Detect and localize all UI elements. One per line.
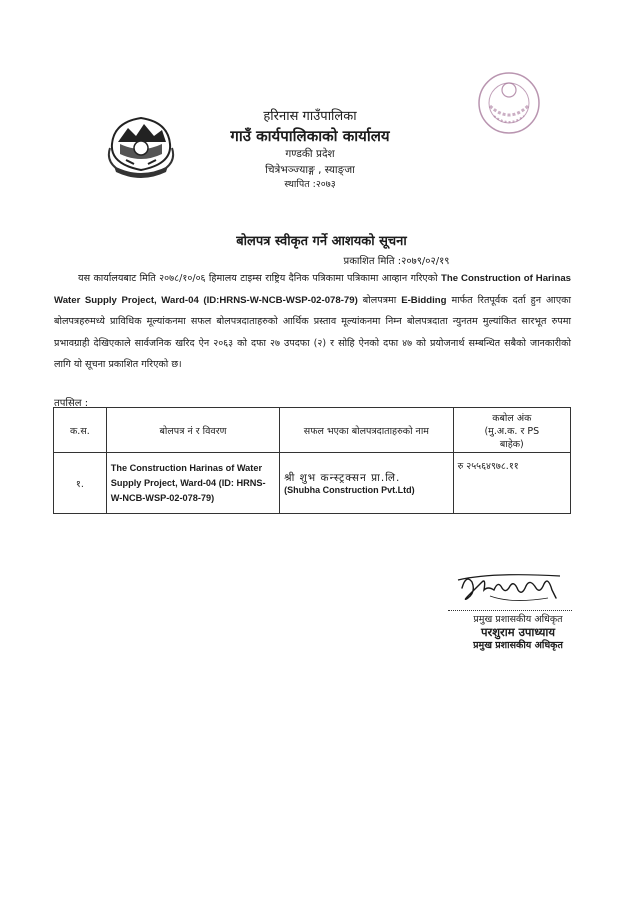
header-amount-line2: (मु.अ.क. र PS (484, 425, 540, 437)
bid-table (53, 407, 571, 514)
bidder-name-nepali: श्री शुभ कन्स्ट्रक्सन प्रा.लि. (284, 472, 401, 484)
details-label: तपसिल : (54, 398, 89, 409)
header-amount (453, 408, 570, 453)
body-text-3: मार्फत रितपूर्वक दर्ता हुन आएका बोलपत्रहरुमध्ये प्राविधिक मूल्यांकनमा सफल बोलपत्रदाताहरुको आर्थिक प्रस्ताव मूल्यांकनमा निम्न बोलपत्रदाता न्युनतम मुल्यांकित सारभूत रुपमा प्रभावग्राही देखिएकाले सार्वजनिक खरिद ऐन २०६३ को दफा २७ उपदफा (२) र सोहि ऐनको दफा ४७ को प्रयोजनार्थ सम्बन्धित सबैको जानकारीको लागि यो सूचना प्रकाशित गरिएको छ। (54, 294, 571, 370)
ebidding-term: E-Bidding (401, 294, 447, 306)
published-date: प्रकाशित मिति :२०७९/०२/१९ (343, 256, 450, 267)
header-amount-line3: बाहेक) (499, 438, 524, 450)
nepal-emblem-icon (104, 114, 178, 180)
header-sn: क.स. (54, 408, 107, 453)
municipality-name: हरिनास गाउँपालिका (263, 109, 357, 124)
project-reference: The Construction of Harinas Water Supply Project, Ward-04 (ID:HRNS-W-NCB-WSP-02-078-79) (54, 273, 571, 306)
row-amount: रु २५५६४९७८.११ (453, 453, 570, 514)
signature-icon (452, 568, 572, 608)
row-bidder (280, 453, 453, 514)
bidder-name-english: (Shubha Construction Pvt.Ltd) (284, 485, 415, 495)
row-work-description: The Construction Harinas of Water Supply Project, Ward-04 (ID: HRNS-W-NCB-WSP-02-078-79) (106, 453, 279, 514)
header-amount-line1: कबोल अंक (492, 412, 532, 424)
table-row (54, 453, 571, 514)
office-name: गाउँ कार्यपालिकाको कार्यालय (230, 127, 390, 145)
office-stamp-icon (476, 70, 542, 136)
office-location: चित्रेभञ्ज्याङ्ग , स्याङ्जा (265, 164, 355, 176)
signatory-title: प्रमुख प्रशासकीय अधिकृत (473, 614, 563, 625)
signatory-name: परशुराम उपाध्याय (480, 625, 556, 639)
table-header-row (54, 408, 571, 453)
signature-line (448, 610, 572, 611)
signatory-designation: प्रमुख प्रशासकीय अधिकृत (473, 640, 563, 651)
notice-title: बोलपत्र स्वीकृत गर्ने आशयको सूचना (236, 234, 407, 249)
established-year: स्थापित :२०७३ (284, 179, 336, 190)
signatory-block (448, 614, 588, 652)
province-name: गण्डकी प्रदेश (285, 148, 335, 160)
header-bidder: सफल भएका बोलपत्रदाताहरुको नाम (280, 408, 453, 453)
body-text-1: यस कार्यालयबाट मिति २०७८/१०/०६ हिमालय टाइम्स राष्ट्रिय दैनिक पत्रिकामा पत्रिकामा आव्हान गरिएको (78, 273, 441, 284)
body-text-2: बोलपत्रमा (357, 294, 402, 306)
notice-body (54, 268, 571, 376)
header-bid: बोलपत्र नं र विवरण (106, 408, 279, 453)
row-sn: १. (54, 453, 107, 514)
office-header (190, 108, 430, 192)
